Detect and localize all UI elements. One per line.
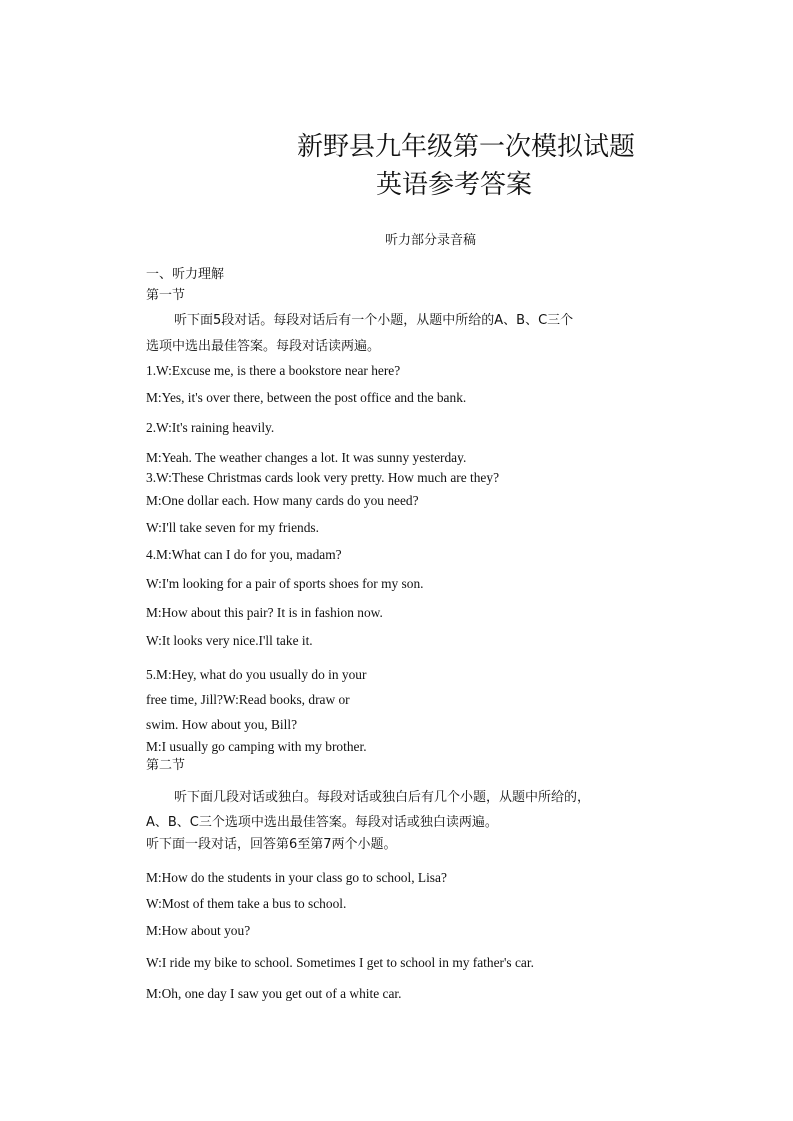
document-title: 新野县九年级第一次模拟试题: [297, 132, 636, 162]
dialogue-line: 4.M:What can I do for you, madam?: [146, 547, 342, 562]
dialogue-line: M:Yeah. The weather changes a lot. It was sunny yesterday.: [146, 450, 467, 465]
dialogue-line: 1.W:Excuse me, is there a bookstore near here?: [146, 363, 401, 378]
dialogue-line: 2.W:It's raining heavily.: [146, 420, 275, 435]
document-subtitle-title: 英语参考答案: [376, 170, 533, 200]
dialogue-line: M:One dollar each. How many cards do you need?: [146, 493, 419, 508]
dialogue-line: W:I ride my bike to school. Sometimes I get to school in my father's car.: [146, 955, 534, 970]
dialogue-line: free time, Jill?W:Read books, draw or: [146, 692, 350, 707]
section-subtitle: 听力部分录音稿: [385, 233, 477, 248]
dialogue-line: M:How about you?: [146, 923, 251, 938]
part2-instructions-line-2: A、B、C三个选项中选出最佳答案。每段对话或独白读两遍。: [146, 815, 498, 830]
dialogue-line: M:How do the students in your class go to school, Lisa?: [146, 870, 447, 885]
dialogue-line: M:How about this pair? It is in fashion now.: [146, 605, 383, 620]
dialogue-line: W:I'll take seven for my friends.: [146, 520, 319, 535]
dialogue-line: 5.M:Hey, what do you usually do in your: [146, 667, 367, 682]
section-heading: 一、听力理解: [146, 267, 225, 282]
part1-instructions-line-2: 选项中选出最佳答案。每段对话读两遍。: [146, 339, 381, 354]
dialogue-line: W:Most of them take a bus to school.: [146, 896, 347, 911]
dialogue-line: 3.W:These Christmas cards look very pretty. How much are they?: [146, 470, 500, 485]
dialogue-line: M:I usually go camping with my brother.: [146, 739, 367, 754]
part-heading-2: 第二节: [146, 758, 186, 773]
part1-instructions-line-1: 听下面5段对话。每段对话后有一个小题，从题中所给的A、B、C三个: [174, 313, 574, 328]
dialogue-line: W:I'm looking for a pair of sports shoes for my son.: [146, 576, 424, 591]
dialogue-line: M:Yes, it's over there, between the post office and the bank.: [146, 390, 467, 405]
part2-instructions-line-3: 听下面一段对话，回答第6至第7两个小题。: [146, 837, 397, 852]
dialogue-line: swim. How about you, Bill?: [146, 717, 298, 732]
dialogue-line: M:Oh, one day I saw you get out of a white car.: [146, 986, 402, 1001]
part-heading-1: 第一节: [146, 288, 186, 303]
dialogue-line: W:It looks very nice.I'll take it.: [146, 633, 313, 648]
part2-instructions-line-1: 听下面几段对话或独白。每段对话或独白后有几个小题，从题中所给的，: [174, 790, 591, 805]
